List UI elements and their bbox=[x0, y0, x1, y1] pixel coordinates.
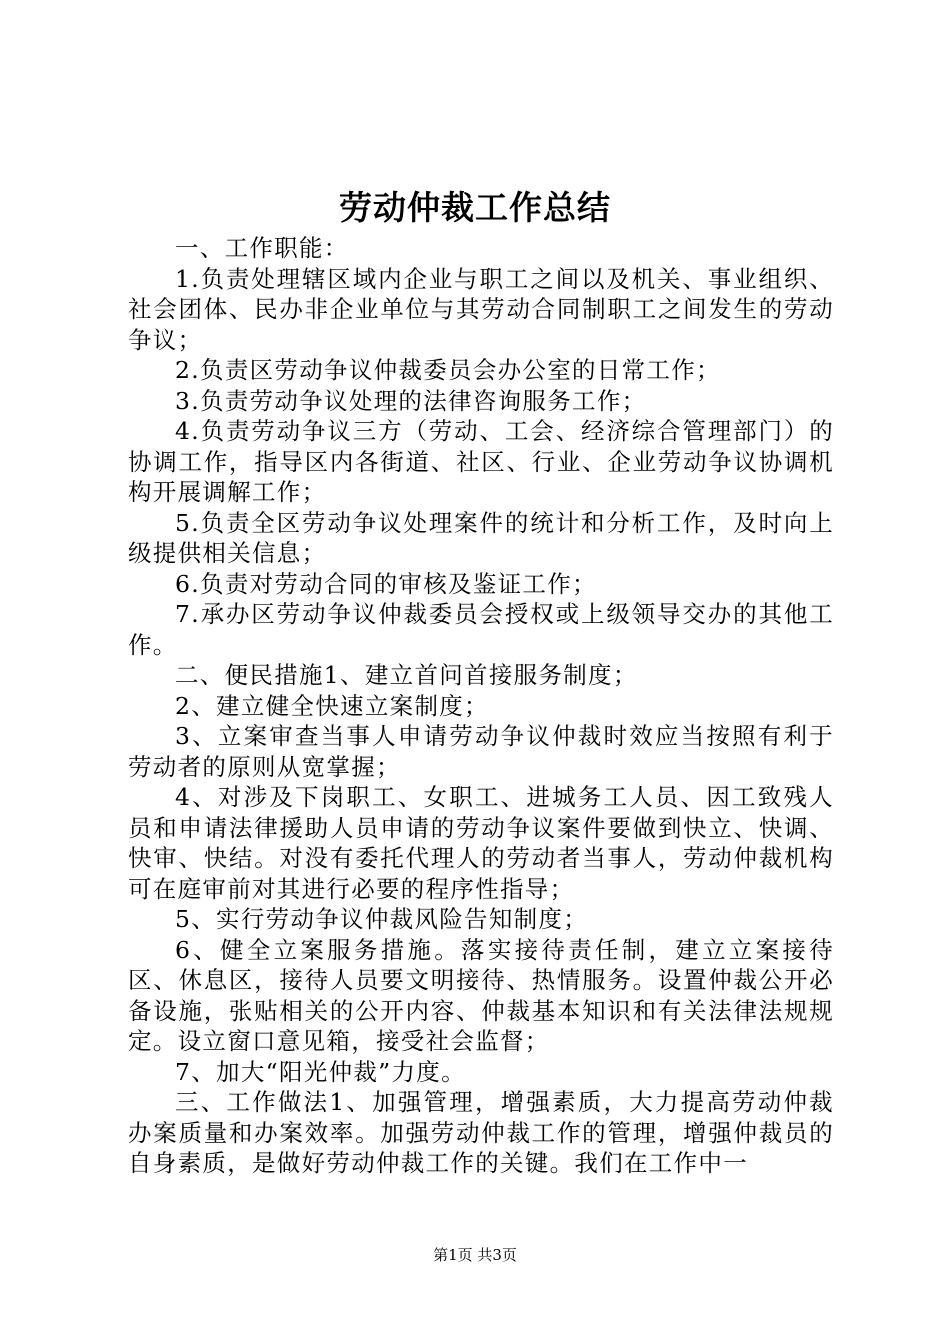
paragraph-measure-6: 6、健全立案服务措施。落实接待责任制，建立立案接待区、休息区，接待人员要文明接待、热情服务。设置仲裁公开必备设施，张贴相关的公开内容、仲裁基本知识和有关法律法规规定。设立窗口意见箱，接受社会监督； bbox=[128, 935, 834, 1055]
paragraph-duty-7: 7.承办区劳动争议仲裁委员会授权或上级领导交办的其他工作。 bbox=[128, 600, 834, 659]
document-title: 劳动仲裁工作总结 bbox=[339, 188, 611, 227]
paragraph-measure-7: 7、加大“阳光仲裁”力度。 bbox=[175, 1057, 466, 1086]
paragraph-duty-6: 6.负责对劳动合同的审核及鉴证工作； bbox=[175, 569, 597, 598]
paragraph-duty-5: 5.负责全区劳动争议处理案件的统计和分析工作，及时向上级提供相关信息； bbox=[128, 508, 834, 567]
document-body bbox=[128, 233, 834, 1179]
paragraph-duty-4: 4.负责劳动争议三方（劳动、工会、经济综合管理部门）的协调工作，指导区内各街道、社区、行业、企业劳动争议协调机构开展调解工作； bbox=[128, 417, 834, 506]
paragraph-section-1-heading: 一、工作职能： bbox=[175, 234, 349, 262]
paragraph-measure-4: 4、对涉及下岗职工、女职工、进城务工人员、因工致残人员和申请法律援助人员申请的劳动争议案件要做到快立、快调、快审、快结。对没有委托代理人的劳动者当事人，劳动仲裁机构可在庭审前对其进行必要的程序性指导； bbox=[128, 783, 834, 903]
paragraph-duty-2: 2.负责区劳动争议仲裁委员会办公室的日常工作； bbox=[175, 356, 721, 384]
paragraph-duty-3: 3.负责劳动争议处理的法律咨询服务工作； bbox=[175, 386, 647, 415]
page-footer: 第1页 共3页 bbox=[433, 1246, 517, 1264]
paragraph-section-3-practice-1: 三、工作做法1、加强管理，增强素质，大力提高劳动仲裁办案质量和办案效率。加强劳动仲裁工作的管理，增强仲裁员的自身素质，是做好劳动仲裁工作的关键。我们在工作中一 bbox=[128, 1088, 834, 1177]
paragraph-measure-3: 3、立案审查当事人申请劳动争议仲裁时效应当按照有利于劳动者的原则从宽掌握； bbox=[128, 722, 834, 781]
paragraph-measure-2: 2、建立健全快速立案制度； bbox=[175, 691, 489, 720]
paragraph-measure-5: 5、实行劳动争议仲裁风险告知制度； bbox=[175, 905, 589, 933]
paragraph-duty-1: 1.负责处理辖区域内企业与职工之间以及机关、事业组织、社会团体、民办非企业单位与其劳动合同制职工之间发生的劳动争议； bbox=[128, 264, 834, 354]
paragraph-section-2-measure-1: 二、便民措施1、建立首问首接服务制度； bbox=[175, 661, 638, 689]
